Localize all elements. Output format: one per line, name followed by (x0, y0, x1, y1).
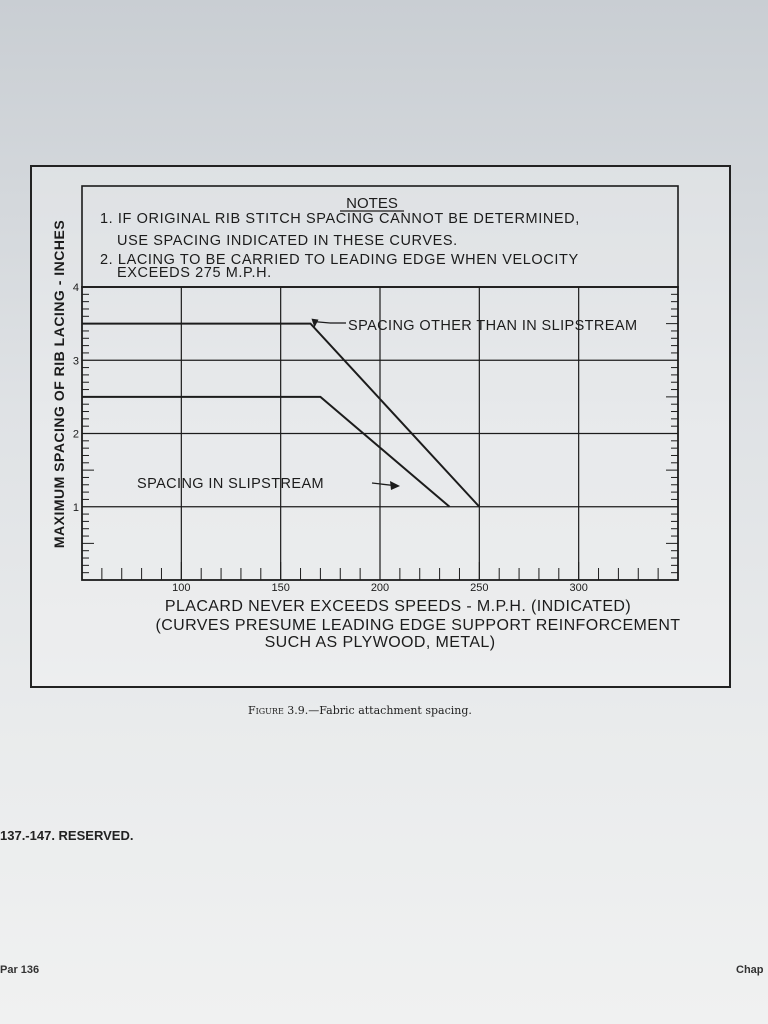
notes-heading: NOTES (346, 195, 398, 212)
x-tick-label-100: 100 (172, 582, 191, 594)
series-label-1: SPACING OTHER THAN IN SLIPSTREAM (348, 318, 638, 334)
notes-line-2: USE SPACING INDICATED IN THESE CURVES. (117, 233, 458, 249)
y-tick-label-3: 3 (72, 355, 79, 368)
section-reserved: 137.-147. RESERVED. (0, 828, 134, 843)
notes-line-4: EXCEEDS 275 M.P.H. (117, 265, 272, 281)
x-axis-note-line-1: (CURVES PRESUME LEADING EDGE SUPPORT REINFORCEMENT (155, 617, 681, 634)
series-label-2-arrowhead (390, 481, 400, 490)
y-tick-label-2: 2 (72, 428, 79, 441)
x-tick-label-300: 300 (569, 582, 588, 594)
footer-paragraph-ref: Par 136 (0, 964, 40, 976)
x-axis-title: PLACARD NEVER EXCEEDS SPEEDS - M.P.H. (INDICATED) (164, 598, 632, 615)
x-tick-label-250: 250 (470, 582, 489, 594)
x-tick-label-200: 200 (370, 582, 390, 594)
y-axis-title: MAXIMUM SPACING OF RIB LACING - INCHES (51, 219, 67, 549)
figure-caption-text: —Fabric attachment spacing. (308, 704, 472, 717)
footer-chapter-ref: Chap (736, 964, 764, 976)
x-axis-note-line-2: SUCH AS PLYWOOD, METAL) (264, 634, 496, 651)
notes-line-1: 1. IF ORIGINAL RIB STITCH SPACING CANNOT BE DETERMINED, (100, 211, 580, 227)
y-tick-label-4: 4 (72, 282, 79, 294)
y-tick-label-1: 1 (72, 501, 79, 514)
x-tick-label-150: 150 (271, 582, 290, 594)
series-label-2: SPACING IN SLIPSTREAM (137, 476, 325, 492)
figure-caption-label: Figure 3.9. (248, 704, 309, 717)
notes-line-3: 2. LACING TO BE CARRIED TO LEADING EDGE WHEN VELOCITY (100, 252, 579, 268)
figure-caption (248, 704, 472, 717)
